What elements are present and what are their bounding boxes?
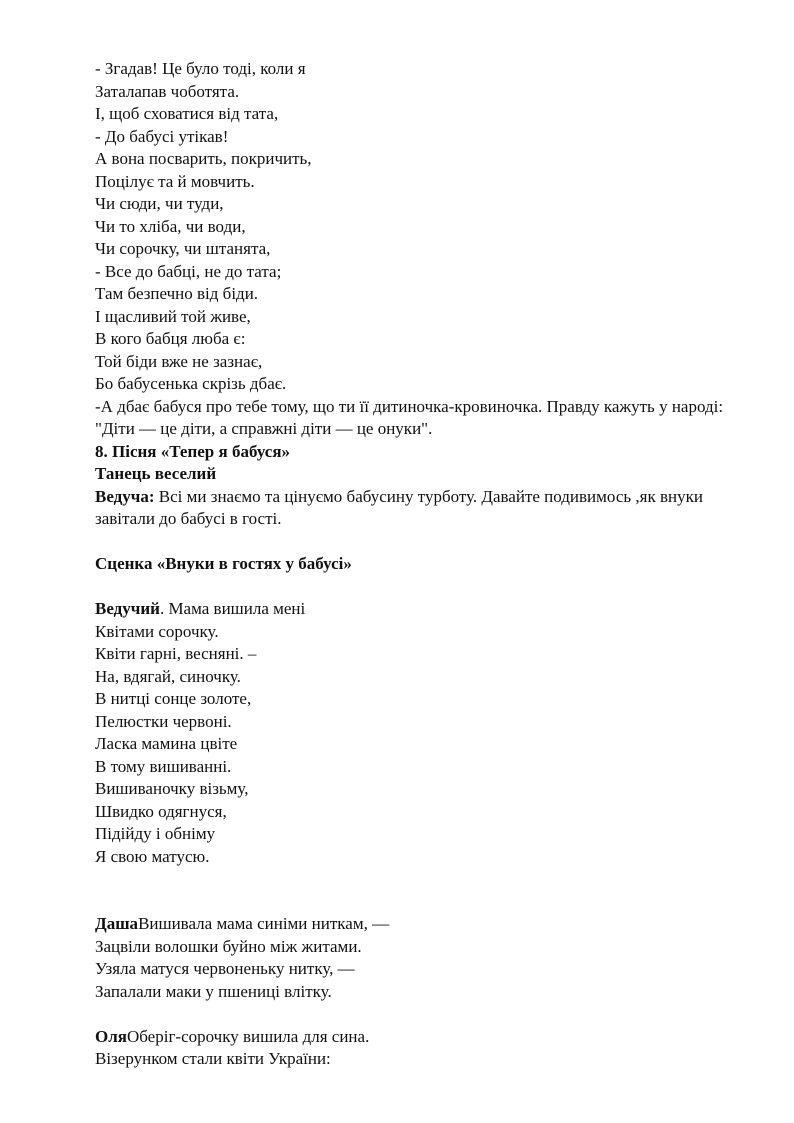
poem-line: ДашаВишивала мама синіми ниткам, — <box>95 914 390 933</box>
poem-line: В нитці сонце золоте, <box>95 689 252 708</box>
poem-line: - Згадав! Це було тоді, коли я <box>95 59 306 78</box>
poem-line: Чи то хліба, чи води, <box>95 216 246 236</box>
poem-line: Запалали маки у пшениці влітку. <box>95 981 332 1001</box>
spacer <box>95 576 745 599</box>
host-poem <box>95 598 745 868</box>
song-heading: 8. Пісня «Тепер я бабуся» <box>95 441 291 461</box>
poem-line: Швидко одягнуся, <box>95 801 227 821</box>
poem-line: Вишиваночку візьму, <box>95 779 249 798</box>
poem-line: В тому вишиванні. <box>95 756 232 776</box>
speaker-label: Оля <box>95 1026 127 1046</box>
poem-line: Візерунком стали квіти України: <box>95 1049 331 1068</box>
poem-line: На, вдягай, синочку. <box>95 666 241 686</box>
poem-line: ОляОберіг-сорочку вишила для сина. <box>95 1026 370 1046</box>
scene-title: Сценка «Внуки в гостях у бабусі» <box>95 554 352 573</box>
poem-line: В кого бабця люба є: <box>95 329 246 348</box>
document-page <box>95 58 745 1071</box>
poem-line: Ласка мамина цвіте <box>95 734 238 753</box>
poem-line: Той біди вже не зазнає, <box>95 351 263 371</box>
poem-line: Поцілує та й мовчить. <box>95 171 255 191</box>
poem-line: Там безпечно від біди. <box>95 284 259 303</box>
poem-line: Чи сюди, чи туди, <box>95 194 224 213</box>
poem-grandma <box>95 58 745 396</box>
speaker-label: Даша <box>95 914 139 933</box>
host-intro-text: Всі ми знаємо та цінуємо бабусину турботу. Давайте подивимось ,як внуки завітали до бабусі в гості. <box>95 486 703 528</box>
speaker-label: Ведуча: <box>95 486 155 506</box>
olya-poem <box>95 1026 745 1071</box>
poem-line: Зацвіли волошки буйно між житами. <box>95 936 362 956</box>
poem-line: Заталапав чоботята. <box>95 81 240 101</box>
poem-line: Квітами сорочку. <box>95 621 219 641</box>
host-intro <box>95 486 745 531</box>
poem-line: Ведучий. Мама вишила мені <box>95 599 306 618</box>
poem-line: І, щоб сховатися від тата, <box>95 104 279 123</box>
poem-line: Чи сорочку, чи штанята, <box>95 239 271 258</box>
poem-line: Я свою матусю. <box>95 846 210 866</box>
poem-line: Квіти гарні, весняні. – <box>95 644 257 663</box>
poem-line: Бо бабусенька скрізь дбає. <box>95 374 287 393</box>
spacer <box>95 868 745 913</box>
poem-line: Узяла матуся червоненьку нитку, — <box>95 959 355 978</box>
poem-line: - До бабусі утікав! <box>95 126 229 146</box>
poem-line: А вона посварить, покричить, <box>95 149 312 168</box>
spacer <box>95 531 745 554</box>
poem-line: Підійду і обніму <box>95 824 216 843</box>
poem-line: - Все до бабці, не до тата; <box>95 261 282 281</box>
poem-line: І щасливий той живе, <box>95 306 251 326</box>
poem-line: Пелюстки червоні. <box>95 711 232 731</box>
spacer <box>95 1003 745 1026</box>
speaker-label: Ведучий <box>95 599 160 618</box>
dance-heading: Танець веселий <box>95 464 217 483</box>
dasha-poem <box>95 913 745 1003</box>
grandma-remark: -А дбає бабуся про тебе тому, що ти її дитиночка-кровиночка. Правду кажуть у народі: "Діти — це діти, а справжні діти — це онуки". <box>95 396 724 438</box>
